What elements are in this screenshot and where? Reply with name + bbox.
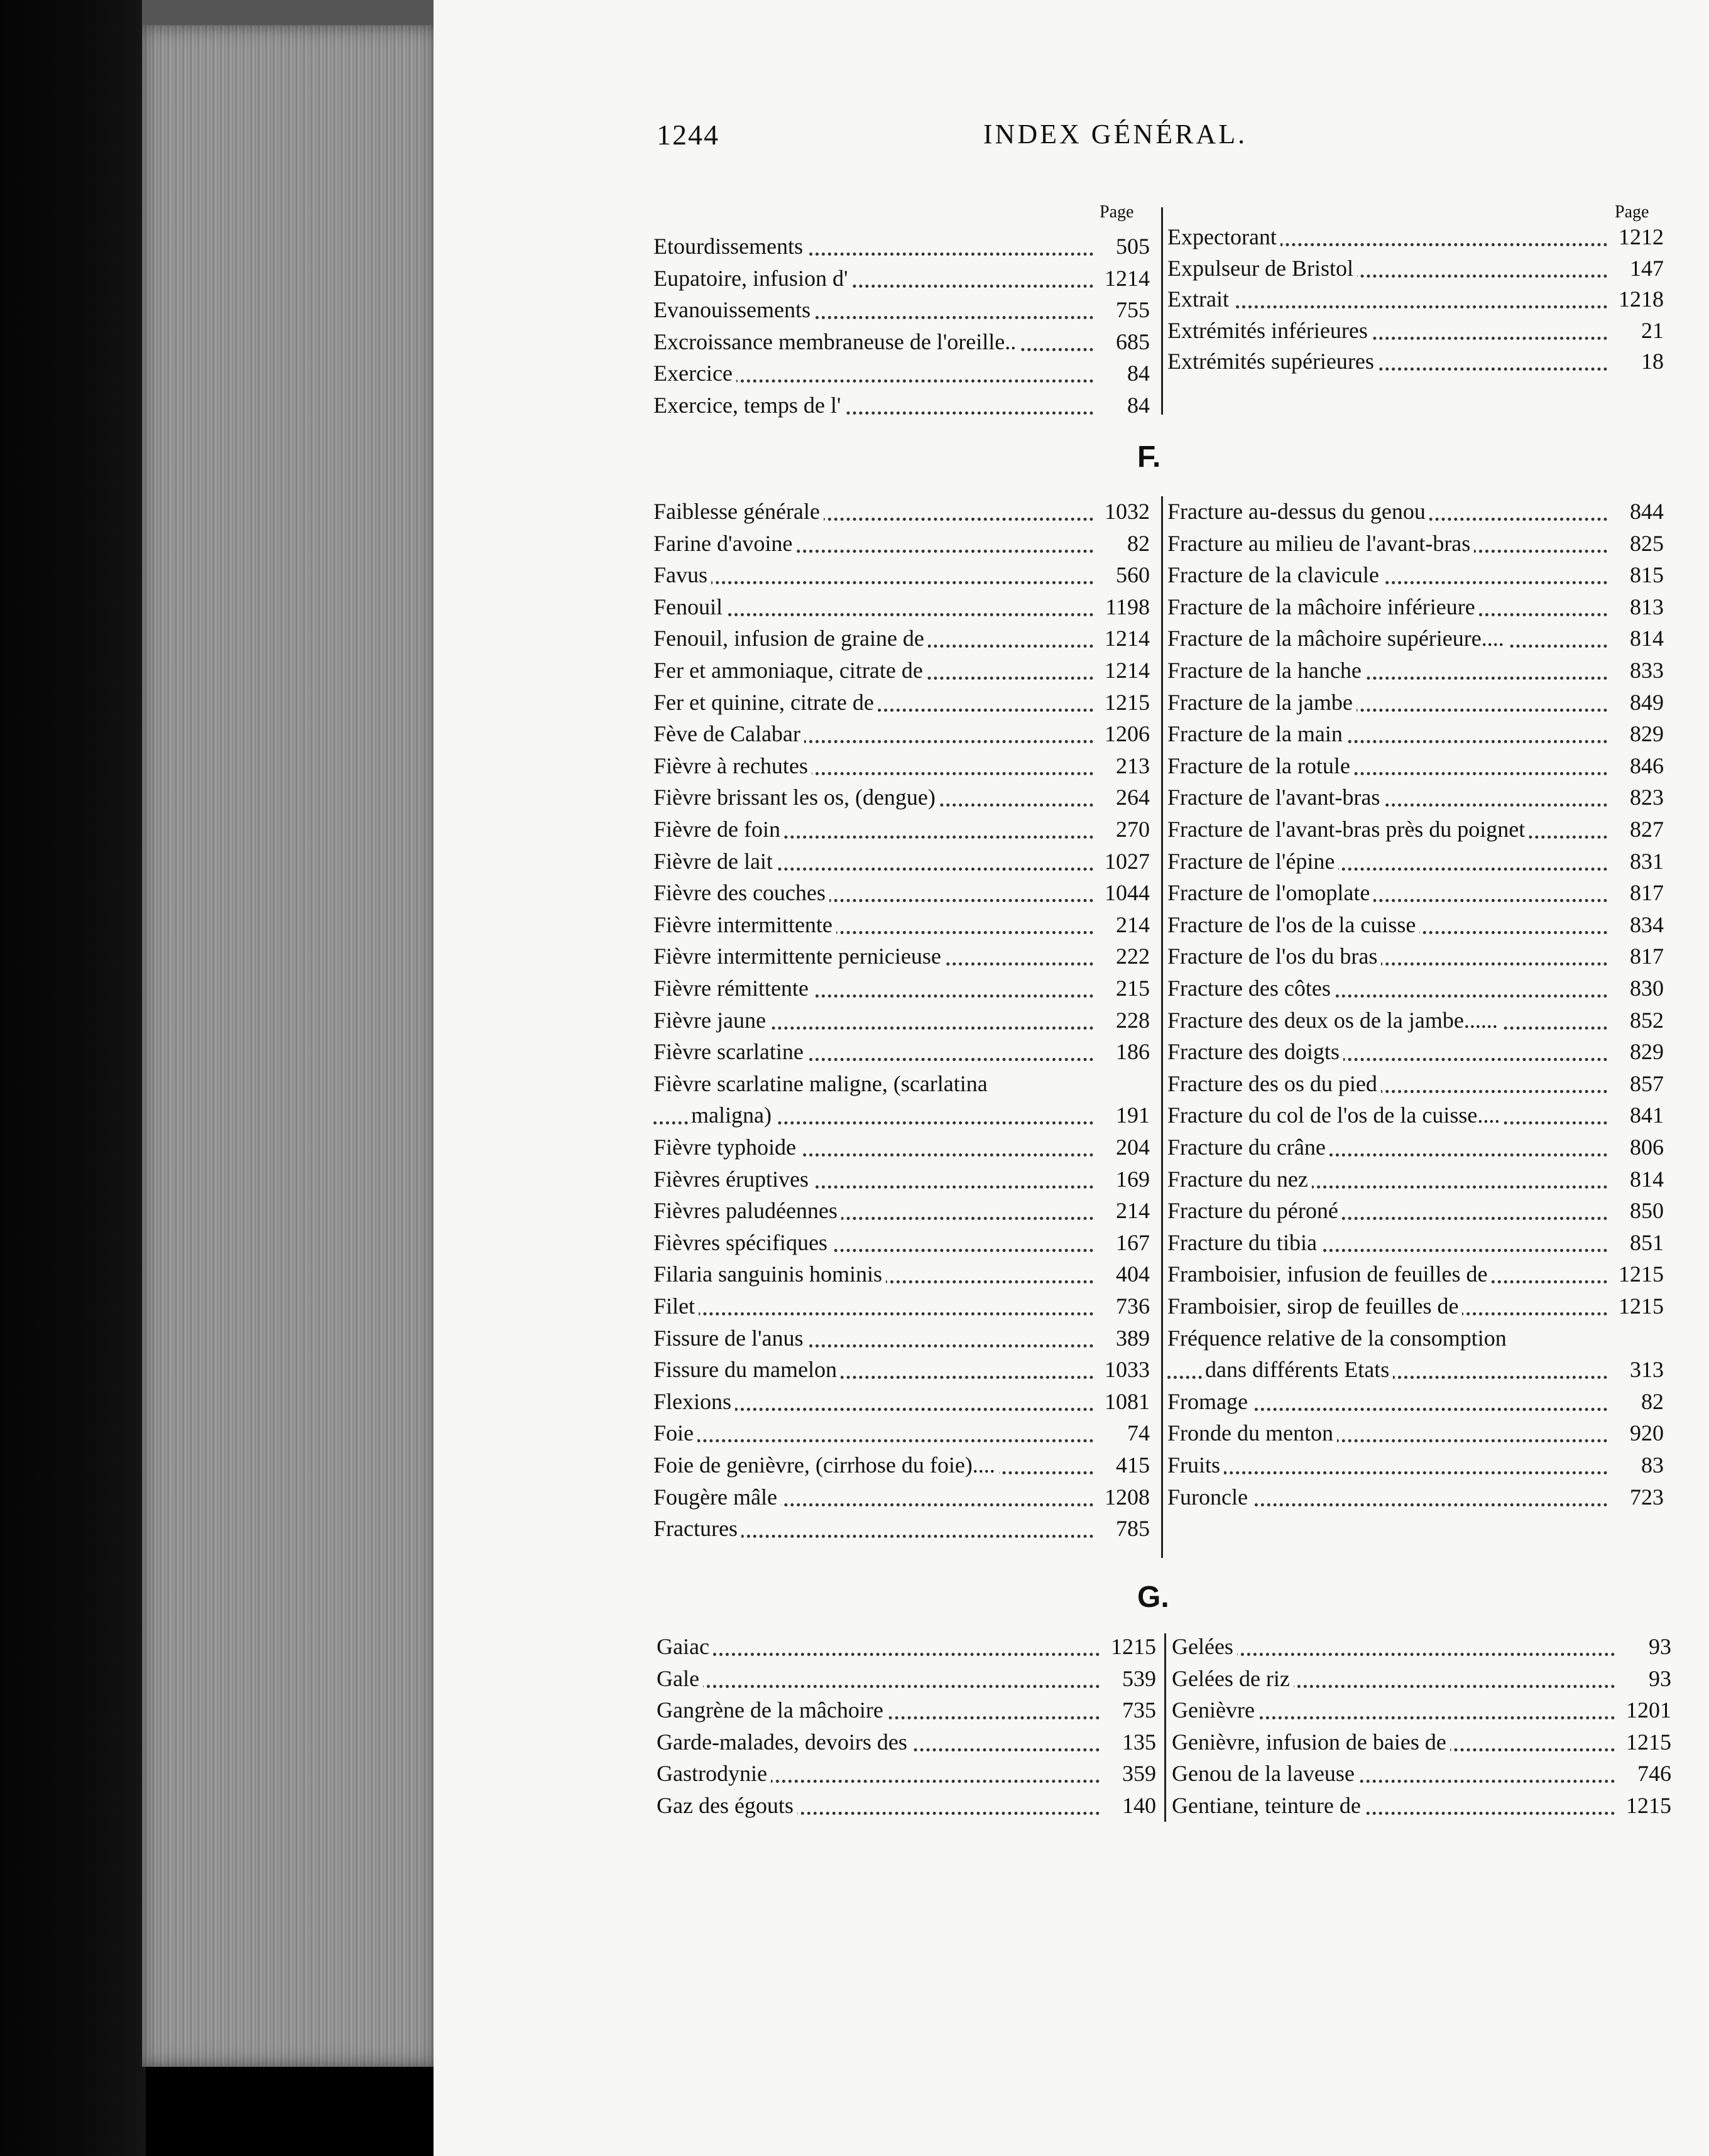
index-entry-label: Fracture du tibia — [1167, 1228, 1321, 1258]
index-entry-page: 1212 — [1607, 222, 1664, 252]
index-entry — [653, 1259, 1150, 1289]
index-entry-label: Gelées — [1172, 1631, 1237, 1662]
index-entry — [653, 1513, 1150, 1544]
index-entry-label: Evanouissements — [653, 295, 814, 325]
index-entry — [1167, 284, 1664, 314]
index-entry — [653, 623, 1150, 653]
index-entry-label: Foie de genièvre, (cirrhose du foie).... — [653, 1450, 999, 1480]
index-entry — [653, 814, 1150, 844]
index-entry-page: 823 — [1607, 782, 1664, 812]
index-entry-page: 204 — [1093, 1132, 1150, 1162]
index-entry — [653, 1037, 1150, 1067]
index-entry-page: 169 — [1093, 1164, 1150, 1194]
index-entry-label: Gentiane, teinture de — [1172, 1790, 1365, 1821]
index-entry-page: 140 — [1100, 1790, 1156, 1821]
index-entry-label: Favus — [653, 560, 711, 590]
index-entry-label: Fracture de la rotule — [1167, 751, 1354, 781]
index-entry-page: 264 — [1093, 782, 1150, 812]
index-entry-page: 1215 — [1607, 1259, 1664, 1289]
index-entry-page: 21 — [1607, 315, 1664, 346]
index-entry-page: 825 — [1607, 528, 1664, 558]
index-entry — [1167, 560, 1664, 590]
index-entry — [1172, 1727, 1671, 1757]
index-entry-page: 404 — [1093, 1259, 1150, 1289]
index-entry-label: Fracture de la hanche — [1167, 655, 1365, 685]
index-entry — [657, 1663, 1156, 1694]
index-entry-page: 213 — [1093, 751, 1150, 781]
index-entry-label: Exercice — [653, 358, 736, 388]
index-entry-label: Fracture de la clavicule — [1167, 560, 1383, 590]
index-entry-label: dans différents Etats — [1205, 1354, 1393, 1385]
index-entry-page: 214 — [1093, 1195, 1150, 1226]
index-entry — [1167, 1291, 1664, 1321]
index-entry-label: Farine d'avoine — [653, 528, 796, 558]
index-entry — [1167, 1482, 1664, 1512]
index-entry — [653, 592, 1150, 622]
index-entry — [653, 1069, 1150, 1099]
index-entry-label: Fièvre intermittente — [653, 910, 836, 940]
index-entry-label: Fièvres éruptives — [653, 1164, 812, 1194]
index-entry — [1167, 1100, 1664, 1130]
dot-leader — [1167, 284, 1620, 308]
index-entry — [653, 1418, 1150, 1448]
index-entry-page: 1081 — [1093, 1386, 1150, 1417]
index-entry-label: Fracture des doigts — [1167, 1037, 1343, 1067]
index-entry-label: Fracture de l'os de la cuisse — [1167, 910, 1419, 940]
index-entry — [1167, 528, 1664, 558]
index-entry-page: 270 — [1093, 814, 1150, 844]
index-entry-page: 814 — [1607, 1164, 1664, 1194]
index-entry-label: Fracture des deux os de la jambe...... — [1167, 1005, 1502, 1035]
running-title: INDEX GÉNÉRAL. — [983, 119, 1248, 150]
index-entry-label: Fracture de l'avant-bras près du poignet — [1167, 814, 1529, 844]
index-entry-label: Fièvre de lait — [653, 846, 777, 876]
index-entry-label: Genou de la laveuse — [1172, 1758, 1358, 1788]
index-entry-page: 1214 — [1093, 655, 1150, 685]
index-entry-label: Fièvre à rechutes — [653, 751, 812, 781]
index-entry — [1167, 1450, 1664, 1480]
index-entry-page: 841 — [1607, 1100, 1664, 1130]
index-entry-page: 846 — [1607, 751, 1664, 781]
index-entry-page: 191 — [1093, 1100, 1150, 1130]
index-entry-page: 167 — [1093, 1228, 1150, 1258]
index-entry-label: Fièvre brissant les os, (dengue) — [653, 782, 939, 812]
index-entry-page: 735 — [1100, 1695, 1156, 1725]
index-entry — [653, 1354, 1150, 1385]
index-entry-page: 93 — [1615, 1631, 1671, 1662]
column-divider-e — [1161, 207, 1163, 415]
index-entry-label: Fruits — [1167, 1450, 1224, 1480]
index-entry-page: 813 — [1607, 592, 1664, 622]
index-entry — [1167, 315, 1664, 346]
index-entry-label: Fracture au-dessus du genou — [1167, 496, 1429, 526]
index-entry — [653, 231, 1150, 261]
index-entry-page: 851 — [1607, 1228, 1664, 1258]
index-entry-page: 829 — [1607, 1037, 1664, 1067]
index-entry-page: 723 — [1607, 1482, 1664, 1512]
index-entry — [1167, 719, 1664, 749]
index-entry-page: 83 — [1607, 1450, 1664, 1480]
index-entry — [653, 358, 1150, 388]
index-entry-label: maligna) — [691, 1100, 775, 1130]
index-entry-page: 84 — [1093, 358, 1150, 388]
column-divider-f — [1161, 496, 1163, 1558]
index-entry-page: 736 — [1093, 1291, 1150, 1321]
index-entry-label: Exercice, temps de l' — [653, 390, 844, 420]
index-entry-label: Fracture des os du pied — [1167, 1069, 1381, 1099]
index-entry-label: Fracture de la main — [1167, 719, 1346, 749]
index-entry — [1167, 1323, 1664, 1353]
index-entry — [1167, 941, 1664, 971]
index-entry-label: Fracture de la jambe — [1167, 687, 1357, 717]
index-entry — [1167, 1037, 1664, 1067]
section-letter-g: G. — [1137, 1581, 1169, 1614]
dot-leader — [653, 1418, 1106, 1442]
index-entry — [657, 1758, 1156, 1788]
index-entry — [653, 941, 1150, 971]
index-entry-label: Filet — [653, 1291, 699, 1321]
index-entry-page: 834 — [1607, 910, 1664, 940]
index-entry — [653, 263, 1150, 293]
index-entry-label: Filaria sanguinis hominis — [653, 1259, 886, 1289]
index-entry — [657, 1695, 1156, 1725]
index-entry — [653, 1291, 1150, 1321]
index-entry-label: Eupatoire, infusion d' — [653, 263, 851, 293]
index-entry-label: Framboisier, sirop de feuilles de — [1167, 1291, 1462, 1321]
index-entry — [653, 1450, 1150, 1480]
index-entry-label: Gelées de riz — [1172, 1663, 1294, 1694]
index-entry — [657, 1631, 1156, 1662]
index-entry — [1167, 1354, 1664, 1385]
index-entry-page: 1206 — [1093, 719, 1150, 749]
index-entry — [653, 846, 1150, 876]
index-entry — [1167, 592, 1664, 622]
index-entry-label: Extrémités inférieures — [1167, 315, 1372, 346]
index-entry-label: Fracture de la mâchoire inférieure — [1167, 592, 1479, 622]
index-entry — [1167, 687, 1664, 717]
index-entry — [1167, 1386, 1664, 1417]
index-entry-page: 857 — [1607, 1069, 1664, 1099]
index-entry-page: 1032 — [1093, 496, 1150, 526]
index-entry — [1167, 496, 1664, 526]
index-entry-page: 389 — [1093, 1323, 1150, 1353]
index-entry — [653, 751, 1150, 781]
section-letter-f: F. — [1137, 440, 1161, 474]
index-entry — [653, 1195, 1150, 1226]
index-entry-label: Fenouil — [653, 592, 726, 622]
index-entry-label: Extrémités supérieures — [1167, 346, 1378, 376]
index-entry-page: 1033 — [1093, 1354, 1150, 1385]
index-entry-page: 313 — [1607, 1354, 1664, 1385]
page-header — [657, 118, 1656, 162]
index-entry-page: 844 — [1607, 496, 1664, 526]
index-entry-page: 755 — [1093, 295, 1150, 325]
index-entry-page: 1027 — [1093, 846, 1150, 876]
column-label-right: Page — [1615, 202, 1649, 222]
index-entry-label: Fronde du menton — [1167, 1418, 1337, 1448]
book-page-edges — [142, 25, 437, 2067]
column-label-left: Page — [1100, 202, 1134, 222]
index-entry-page: 1044 — [1093, 878, 1150, 908]
index-entry-label: Flexions — [653, 1386, 735, 1417]
index-entry-page: 830 — [1607, 973, 1664, 1003]
index-entry — [653, 687, 1150, 717]
index-entry — [653, 1100, 1150, 1130]
index-entry-page: 817 — [1607, 941, 1664, 971]
index-entry — [653, 1132, 1150, 1162]
dot-leader — [653, 1291, 1106, 1315]
index-entry-label: Fracture du crâne — [1167, 1132, 1330, 1162]
index-entry — [1167, 910, 1664, 940]
index-entry-label: Extrait — [1167, 284, 1233, 314]
index-entry — [653, 1323, 1150, 1353]
index-entry-label: Fracture de l'os du bras — [1167, 941, 1381, 971]
index-entry-page: 186 — [1093, 1037, 1150, 1067]
index-entry-label: Fissure du mamelon — [653, 1354, 841, 1385]
index-entry-page: 539 — [1100, 1663, 1156, 1694]
index-entry — [1167, 1164, 1664, 1194]
index-entry-label: Fracture du péroné — [1167, 1195, 1342, 1226]
index-entry — [1167, 878, 1664, 908]
index-entry-page: 214 — [1093, 910, 1150, 940]
index-entry — [653, 910, 1150, 940]
index-entry — [1167, 973, 1664, 1003]
index-entry-page: 833 — [1607, 655, 1664, 685]
index-entry-label: Fève de Calabar — [653, 719, 804, 749]
index-entry-label: Fièvre intermittente pernicieuse — [653, 941, 945, 971]
index-entry — [1167, 1259, 1664, 1289]
dot-leader — [1172, 1631, 1627, 1656]
index-entry-label: Fièvre rémittente — [653, 973, 812, 1003]
index-entry — [1172, 1631, 1671, 1662]
index-entry-label: Framboisier, infusion de feuilles de — [1167, 1259, 1491, 1289]
index-entry — [1167, 623, 1664, 653]
index-entry-page: 560 — [1093, 560, 1150, 590]
index-entry-page: 849 — [1607, 687, 1664, 717]
index-entry-label: Fissure de l'anus — [653, 1323, 807, 1353]
index-entry-label: Fenouil, infusion de graine de — [653, 623, 928, 653]
scan-background — [0, 0, 146, 2156]
index-entry-page: 1215 — [1615, 1790, 1671, 1821]
index-entry-page: 359 — [1100, 1758, 1156, 1788]
index-entry-page: 746 — [1615, 1758, 1671, 1788]
index-entry-label: Fièvre des couches — [653, 878, 829, 908]
index-entry — [1167, 346, 1664, 376]
index-entry-label: Faiblesse générale — [653, 496, 824, 526]
index-entry-page: 815 — [1607, 560, 1664, 590]
index-entry-page: 93 — [1615, 1663, 1671, 1694]
index-entry-page: 785 — [1093, 1513, 1150, 1544]
index-entry-page: 1208 — [1093, 1482, 1150, 1512]
index-entry-page: 1215 — [1607, 1291, 1664, 1321]
index-entry-page: 415 — [1093, 1450, 1150, 1480]
index-entry-label: Garde-malades, devoirs des — [657, 1727, 911, 1757]
index-entry-label: Expectorant — [1167, 222, 1280, 252]
index-entry-label: Gangrène de la mâchoire — [657, 1695, 887, 1725]
index-entry — [653, 1005, 1150, 1035]
index-entry — [1167, 1195, 1664, 1226]
index-entry-label: Fièvre de foin — [653, 814, 784, 844]
index-entry — [1167, 846, 1664, 876]
index-entry-label: Fer et ammoniaque, citrate de — [653, 655, 927, 685]
index-entry — [1167, 782, 1664, 812]
index-entry — [653, 719, 1150, 749]
index-entry — [653, 528, 1150, 558]
dot-leader — [657, 1631, 1112, 1656]
index-entry — [653, 655, 1150, 685]
index-entry — [657, 1790, 1156, 1821]
index-entry-page: 817 — [1607, 878, 1664, 908]
index-entry-page: 135 — [1100, 1727, 1156, 1757]
index-entry — [1167, 751, 1664, 781]
index-entry-label: Foie — [653, 1418, 697, 1448]
index-entry-label: Fièvre scarlatine maligne, (scarlatina — [653, 1069, 991, 1099]
index-entry-page: 920 — [1607, 1418, 1664, 1448]
index-entry — [653, 878, 1150, 908]
index-entry — [1167, 814, 1664, 844]
index-entry-label: Fracture des côtes — [1167, 973, 1335, 1003]
index-entry-page: 827 — [1607, 814, 1664, 844]
index-entry-page: 685 — [1093, 327, 1150, 357]
index-entry-label: Gale — [657, 1663, 703, 1694]
index-entry — [653, 1164, 1150, 1194]
index-entry-page: 829 — [1607, 719, 1664, 749]
index-entry-page: 806 — [1607, 1132, 1664, 1162]
index-entry — [653, 973, 1150, 1003]
index-entry — [653, 1386, 1150, 1417]
index-entry-page: 1214 — [1093, 623, 1150, 653]
index-entry-page: 84 — [1093, 390, 1150, 420]
index-entry-label: Gaz des égouts — [657, 1790, 797, 1821]
column-divider-g — [1164, 1633, 1166, 1822]
index-entry-label: Furoncle — [1167, 1482, 1252, 1512]
dot-leader — [1167, 1450, 1620, 1474]
index-entry-label: Fièvre typhoide — [653, 1132, 800, 1162]
index-page — [434, 0, 1709, 2156]
index-entry-page: 147 — [1607, 253, 1664, 283]
index-entry — [653, 295, 1150, 325]
index-entry-label: Gastrodynie — [657, 1758, 771, 1788]
index-entry-label: Fracture du col de l'os de la cuisse.... — [1167, 1100, 1504, 1130]
index-entry — [1167, 253, 1664, 283]
index-entry-page: 852 — [1607, 1005, 1664, 1035]
index-entry — [1167, 1069, 1664, 1099]
index-entry-label: Fièvres paludéennes — [653, 1195, 841, 1226]
index-entry-page: 1215 — [1100, 1631, 1156, 1662]
index-entry-page: 215 — [1093, 973, 1150, 1003]
index-entry-page: 18 — [1607, 346, 1664, 376]
index-entry-page: 82 — [1607, 1386, 1664, 1417]
index-entry-page: 1215 — [1093, 687, 1150, 717]
index-entry-label: Fièvre scarlatine — [653, 1037, 807, 1067]
index-entry — [653, 390, 1150, 420]
index-entry-page: 228 — [1093, 1005, 1150, 1035]
dot-leader — [657, 1663, 1112, 1688]
index-entry — [653, 1482, 1150, 1512]
index-entry-label: Fougère mâle — [653, 1482, 781, 1512]
index-entry-label: Fracture de l'omoplate — [1167, 878, 1373, 908]
index-entry — [653, 496, 1150, 526]
index-entry-page: 850 — [1607, 1195, 1664, 1226]
index-entry-label: Fer et quinine, citrate de — [653, 687, 878, 717]
index-entry-label: Fractures — [653, 1513, 741, 1544]
index-entry-label: Fréquence relative de la consomption — [1167, 1323, 1510, 1353]
index-entry-page: 814 — [1607, 623, 1664, 653]
index-entry-label: Fromage — [1167, 1386, 1252, 1417]
index-entry — [1167, 222, 1664, 252]
index-entry — [657, 1727, 1156, 1757]
index-entry — [653, 327, 1150, 357]
index-entry — [653, 560, 1150, 590]
index-entry-page: 74 — [1093, 1418, 1150, 1448]
index-entry-label: Genièvre, infusion de baies de — [1172, 1727, 1450, 1757]
index-entry — [1172, 1758, 1671, 1788]
page-number: 1244 — [657, 119, 719, 151]
index-entry-label: Gaiac — [657, 1631, 713, 1662]
index-entry-label: Fièvre jaune — [653, 1005, 770, 1035]
index-entry-label: Fracture du nez — [1167, 1164, 1312, 1194]
index-entry-label: Fracture de la mâchoire supérieure.... — [1167, 623, 1508, 653]
index-entry-label: Fracture de l'épine — [1167, 846, 1338, 876]
dot-leader — [653, 560, 1106, 584]
index-entry-page: 831 — [1607, 846, 1664, 876]
index-entry-label: Genièvre — [1172, 1695, 1259, 1725]
index-entry — [1172, 1663, 1671, 1694]
index-entry-page: 222 — [1093, 941, 1150, 971]
index-entry-label: Fracture au milieu de l'avant-bras — [1167, 528, 1474, 558]
index-entry-label: Fracture de l'avant-bras — [1167, 782, 1384, 812]
index-entry — [1167, 1132, 1664, 1162]
index-entry-page: 1215 — [1615, 1727, 1671, 1757]
index-entry-page: 1214 — [1093, 263, 1150, 293]
index-entry — [1172, 1695, 1671, 1725]
index-entry-page: 1201 — [1615, 1695, 1671, 1725]
index-entry-page: 1218 — [1607, 284, 1664, 314]
index-entry-label: Excroissance membraneuse de l'oreille.. — [653, 327, 1020, 357]
index-entry — [1167, 655, 1664, 685]
index-entry — [1167, 1228, 1664, 1258]
index-entry — [653, 782, 1150, 812]
index-entry — [1167, 1005, 1664, 1035]
index-entry-page: 505 — [1093, 231, 1150, 261]
index-entry-page: 1198 — [1093, 592, 1150, 622]
index-entry — [1172, 1790, 1671, 1821]
index-entry — [1167, 1418, 1664, 1448]
index-entry-label: Fièvres spécifiques — [653, 1228, 831, 1258]
index-entry-label: Expulseur de Bristol — [1167, 253, 1357, 283]
index-entry-page: 82 — [1093, 528, 1150, 558]
index-entry-label: Etourdissements — [653, 231, 807, 261]
index-entry — [653, 1228, 1150, 1258]
